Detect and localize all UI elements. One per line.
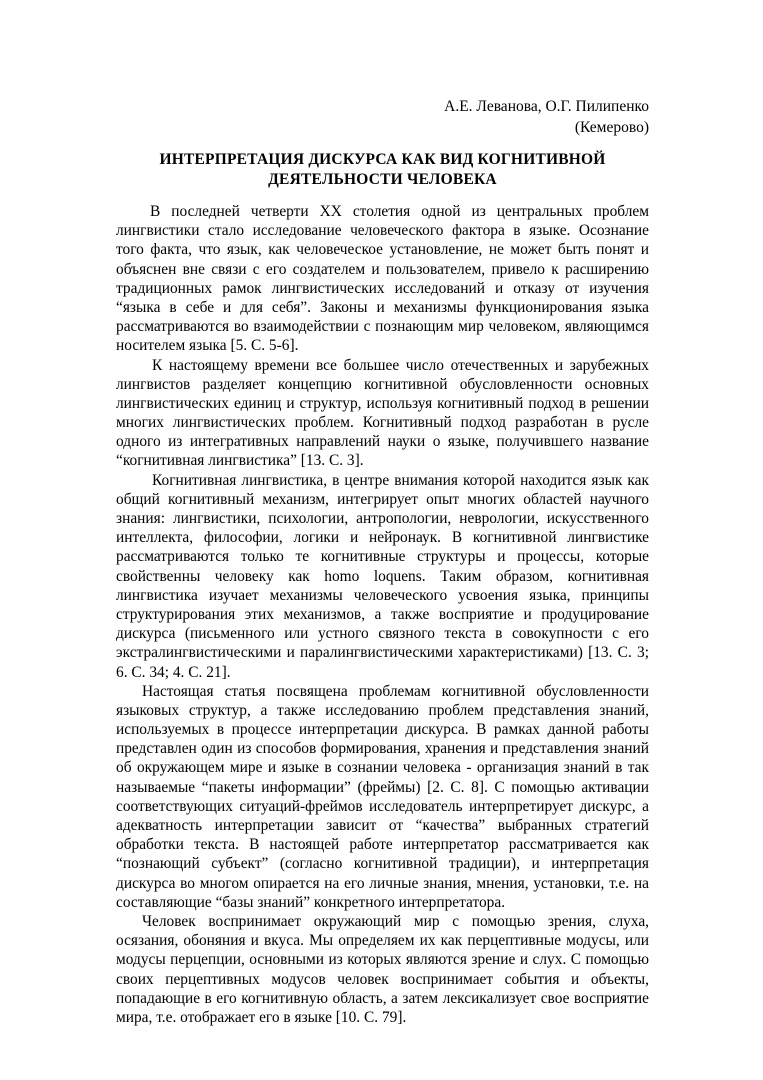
text-line: адекватность интерпретации зависит от “качества” выбранных стратегий <box>116 817 649 834</box>
text-line: носителем языка [5. С. 5-6]. <box>116 337 299 355</box>
text-line: модусы перцепции, основными из которых являются зрение и слух. С помощью <box>116 951 649 969</box>
text-line: лингвистики стало исследование человеческого фактора в языке. Осознание <box>116 222 649 240</box>
text-line: интеллекта, философии, логики и нейронаук. В когнитивной лингвистике <box>116 529 649 547</box>
text-line: языковых структур, а также исследованию проблем представления знаний, <box>116 701 649 719</box>
text-line: соответствующих ситуаций-фреймов исследователь интерпретирует дискурс, а <box>116 797 649 815</box>
author-city: (Кемерово) <box>574 119 649 136</box>
text-line: К настоящему времени все большее число отечественных и зарубежных <box>152 356 649 374</box>
text-line: 6. С. 34; 4. С. 21]. <box>116 663 231 681</box>
text-line: общий когнитивный механизм, интегрирует опыт многих областей научного <box>116 490 649 508</box>
text-line: используемых в процессе интерпретации дискурса. В рамках данной работы <box>116 721 649 739</box>
paragraph-1 <box>116 202 649 356</box>
text-line: “когнитивная лингвистика” [13. С. 3]. <box>116 452 364 470</box>
title-line-1: ИНТЕРПРЕТАЦИЯ ДИСКУРСА КАК ВИД КОГНИТИВНОЙ <box>159 151 606 168</box>
article-title <box>116 150 649 190</box>
text-line: дискурса (письменного или устного связного текста в совокупности с его <box>116 625 649 643</box>
text-line: объяснен вне связи с его создателем и пользователем, привело к расширению <box>116 260 649 278</box>
text-line: лингвистов разделяет концепцию когнитивной обусловленности основных <box>116 375 649 393</box>
text-line: рассматриваются только те когнитивные структуры и процессы, которые <box>116 548 649 566</box>
text-line: экстралингвистическими и паралингвистическими характеристиками) [13. С. 3; <box>116 644 649 662</box>
text-line: свойственны человеку как homo loquens. Таким образом, когнитивная <box>116 567 649 585</box>
title-line-2: ДЕЯТЕЛЬНОСТИ ЧЕЛОВЕКА <box>268 171 497 188</box>
text-line: рассматриваются во взаимодействии с познающим мир человеком, являющимся <box>116 318 649 336</box>
text-line: называемые “пакеты информации” (фреймы) [2. С. 8]. С помощью активации <box>116 778 649 796</box>
paragraph-5 <box>116 912 649 1027</box>
text-line: одного из интегративных направлений науки о языке, получившего название <box>116 433 649 451</box>
text-line: В последней четверти XX столетия одной из центральных проблем <box>150 203 649 220</box>
text-line: многих лингвистических проблем. Когнитивный подход разработан в русле <box>116 414 649 432</box>
text-line: осязания, обоняния и вкуса. Мы определяем их как перцептивные модусы, или <box>116 932 649 950</box>
text-line: “познающий субъект” (согласно когнитивной традиции), и интерпретация <box>116 855 649 873</box>
text-line: мира, т.е. отображает его в языке [10. С. 79]. <box>116 1008 407 1026</box>
paragraph-4 <box>116 682 649 912</box>
text-line: об окружающем мире и языке в сознании человека - организация знаний в так <box>116 759 649 777</box>
text-line: дискурса во многом опирается на его личные знания, мнения, установки, т.е. на <box>116 874 649 892</box>
text-line: своих перцептивных модусов человек воспринимает события и объекты, <box>116 970 649 988</box>
paragraph-3 <box>116 471 649 682</box>
text-line: традиционных рамок лингвистических исследований и отказу от изучения <box>116 279 649 297</box>
author-names: А.Е. Леванова, О.Г. Пилипенко <box>444 98 649 115</box>
text-line: того факта, что язык, как человеческое установление, не может быть понят и <box>116 241 649 259</box>
text-line: составляющие “базы знаний” конкретного интерпретатора. <box>116 893 506 911</box>
text-line: представлен один из способов формирования, хранения и представления знаний <box>116 740 649 758</box>
text-line: знания: лингвистики, психологии, антропологии, неврологии, искусственного <box>116 510 649 527</box>
text-line: Настоящая статья посвящена проблемам когнитивной обусловленности <box>142 682 649 700</box>
text-line: “языка в себе и для себя”. Законы и механизмы функционирования языка <box>116 298 649 316</box>
text-line: Человек воспринимает окружающий мир с помощью зрения, слуха, <box>142 912 649 930</box>
text-line: лингвистика изучает механизмы человеческого усвоения языка, принципы <box>116 586 649 604</box>
text-line: структурирования этих механизмов, а также восприятие и продуцирование <box>116 605 649 623</box>
text-line: попадающие в его когнитивную область, а затем лексикализует свое восприятие <box>116 989 649 1007</box>
paragraph-2 <box>116 356 649 471</box>
author-block <box>444 96 649 138</box>
text-line: Когнитивная лингвистика, в центре внимания которой находится язык как <box>152 471 649 489</box>
article-body <box>116 202 649 1027</box>
text-line: обработки текста. В настоящей работе интерпретатор рассматривается как <box>116 836 649 854</box>
text-line: лингвистических единиц и структур, используя когнитивный подход в решении <box>116 394 649 412</box>
